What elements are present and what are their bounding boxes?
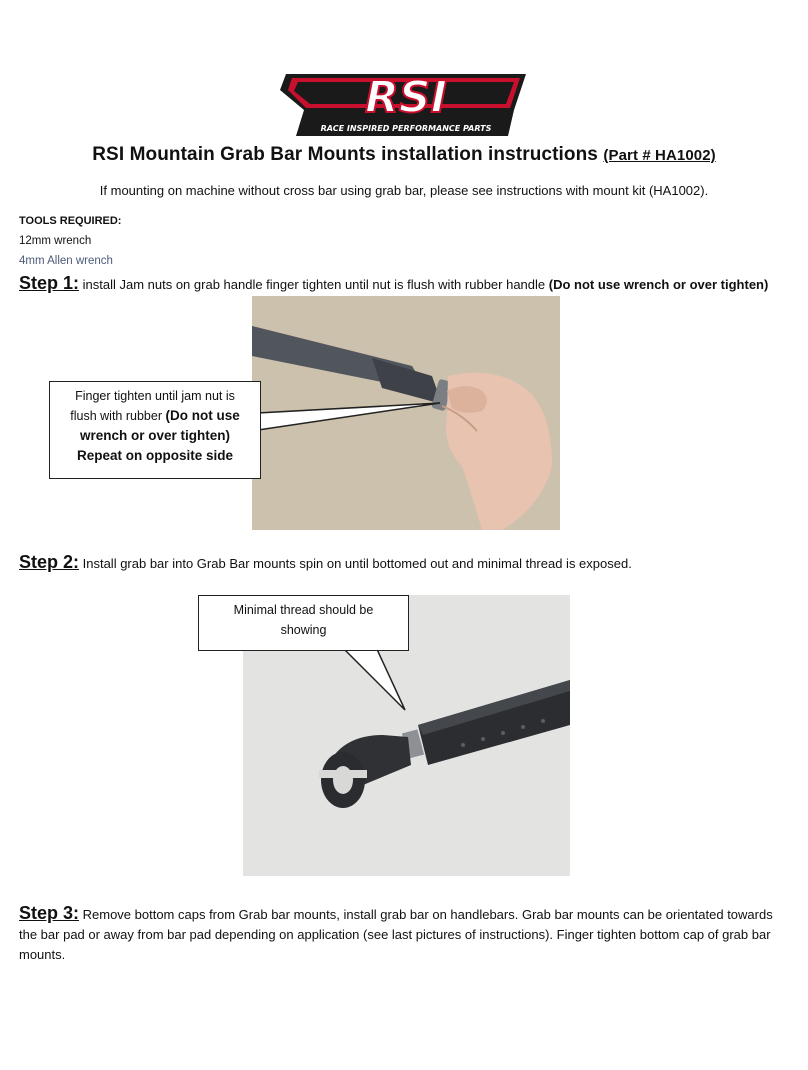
step-1-warning: (Do not use wrench or over tighten) — [548, 277, 769, 292]
callout-1-bold3: Repeat on opposite side — [76, 448, 234, 463]
callout-2-line1: Minimal thread should be — [233, 603, 374, 617]
callout-1-line2: flush with rubber — [70, 409, 166, 423]
tool-item: 4mm Allen wrench — [19, 255, 113, 267]
callout-1-line1: Finger tighten until jam nut is — [75, 389, 235, 403]
callout-2-line2: showing — [280, 623, 327, 637]
step-2-text: Install grab bar into Grab Bar mounts spin on until bottomed out and minimal thread is exposed. — [79, 556, 632, 571]
intro-text: If mounting on machine without cross bar using grab bar, please see instructions with mount kit (HA1002). — [99, 183, 709, 198]
step-3-label: Step 3: — [19, 903, 80, 923]
callout-1-bold1: (Do not use — [165, 408, 240, 423]
step-1-label: Step 1: — [19, 273, 80, 293]
callout-1-bold2: wrench or over tighten) — [79, 428, 231, 443]
title-text: RSI Mountain Grab Bar Mounts installation instructions — [92, 144, 598, 165]
svg-text:RACE INSPIRED PERFORMANCE PART: RACE INSPIRED PERFORMANCE PARTS — [320, 124, 492, 133]
callout-step-2 — [198, 595, 409, 651]
step-2-label: Step 2: — [19, 552, 80, 572]
step-3 — [19, 903, 794, 965]
svg-text:RSI: RSI — [365, 72, 447, 123]
part-number: (Part # HA1002) — [603, 147, 716, 164]
step-1-text: install Jam nuts on grab handle finger tighten until nut is flush with rubber handle — [79, 277, 549, 292]
tool-item: 12mm wrench — [19, 235, 92, 247]
tools-heading: TOOLS REQUIRED: — [19, 215, 122, 227]
step-3-text: Remove bottom caps from Grab bar mounts, install grab bar on handlebars. Grab bar mounts can be orientated towards the bar pad or away from bar pad depending on application (see last pictures of instructions). Finger tighten bottom cap of grab bar mounts. — [19, 907, 773, 962]
